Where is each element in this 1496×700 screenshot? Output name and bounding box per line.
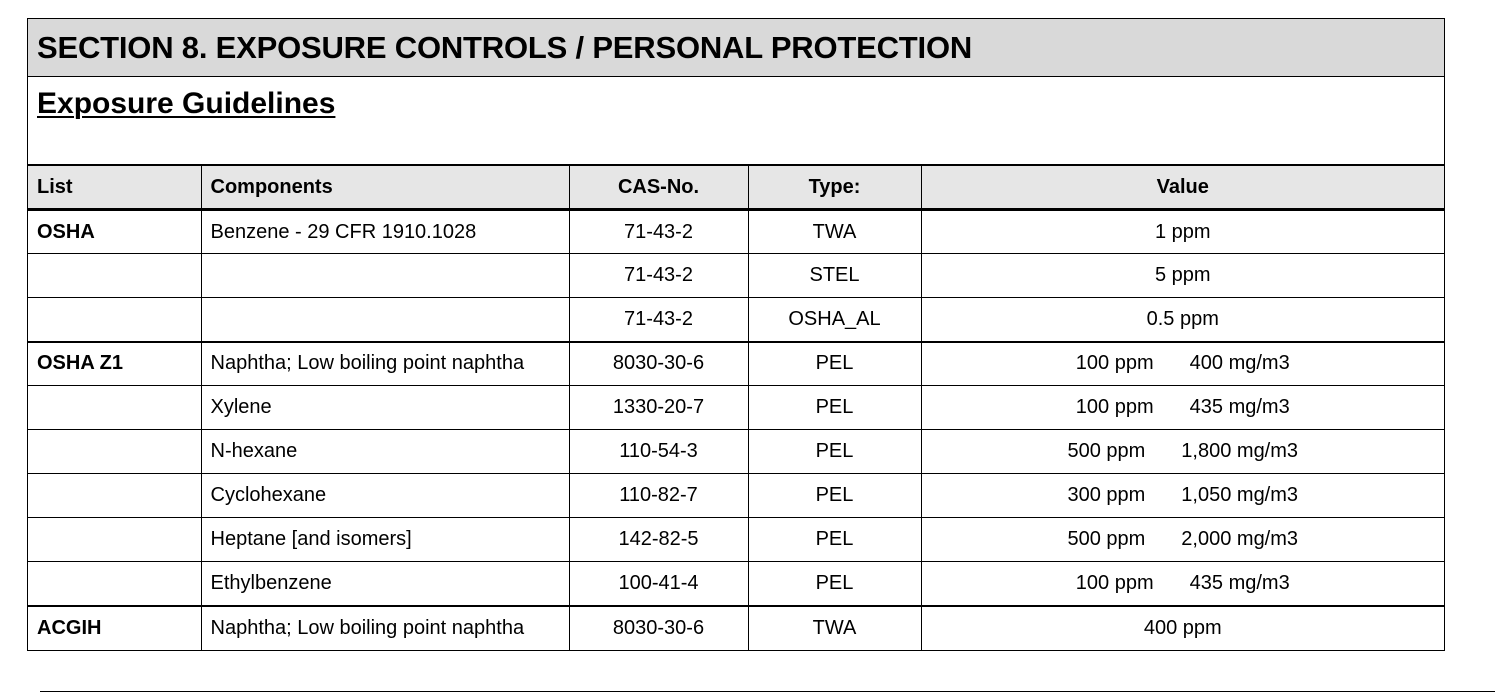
- cell-component: Naphtha; Low boiling point naphtha: [201, 606, 569, 650]
- cell-type: PEL: [748, 342, 921, 386]
- cell-cas: 8030-30-6: [569, 342, 748, 386]
- header-cas: CAS-No.: [569, 166, 748, 210]
- value-primary: 300 ppm: [1067, 484, 1146, 506]
- table-row: [28, 606, 1444, 650]
- cell-list: [28, 386, 201, 430]
- cell-list: [28, 254, 201, 298]
- table-row: [28, 562, 1444, 606]
- cell-type: PEL: [748, 430, 921, 474]
- table-row: [28, 518, 1444, 562]
- table-header-row: [28, 166, 1444, 210]
- cell-value: [921, 210, 1444, 254]
- subheading: Exposure Guidelines: [37, 87, 336, 120]
- table-body: [28, 210, 1444, 650]
- cell-component: Cyclohexane: [201, 474, 569, 518]
- cell-value: [921, 518, 1444, 562]
- table-row: [28, 342, 1444, 386]
- cell-value: [921, 386, 1444, 430]
- value-primary: 500 ppm: [1067, 440, 1146, 462]
- cell-value: [921, 342, 1444, 386]
- cell-component: Heptane [and isomers]: [201, 518, 569, 562]
- table-row: [28, 474, 1444, 518]
- header-list: List: [28, 166, 201, 210]
- cell-value: [921, 254, 1444, 298]
- cell-list: [28, 562, 201, 606]
- cell-component: [201, 298, 569, 342]
- value-pair: [1067, 440, 1298, 463]
- exposure-guidelines-table: [28, 165, 1444, 650]
- value-pair: [1067, 484, 1298, 507]
- cell-list: [28, 298, 201, 342]
- value-pair: [1067, 528, 1298, 551]
- cell-value: [921, 430, 1444, 474]
- table-row: [28, 298, 1444, 342]
- cell-type: TWA: [748, 210, 921, 254]
- cell-type: STEL: [748, 254, 921, 298]
- cell-value: [921, 562, 1444, 606]
- table-row: [28, 430, 1444, 474]
- cell-component: Naphtha; Low boiling point naphtha: [201, 342, 569, 386]
- cell-list: ACGIH: [28, 606, 201, 650]
- value-primary: 500 ppm: [1067, 528, 1146, 550]
- value-pair: [1076, 572, 1290, 595]
- cell-component: Xylene: [201, 386, 569, 430]
- cell-component: [201, 254, 569, 298]
- cell-type: PEL: [748, 518, 921, 562]
- cell-cas: 71-43-2: [569, 254, 748, 298]
- value-pair: [1076, 352, 1290, 375]
- value-secondary: 2,000 mg/m3: [1181, 528, 1299, 550]
- cell-list: [28, 474, 201, 518]
- header-type: Type:: [748, 166, 921, 210]
- value-secondary: 1,050 mg/m3: [1181, 484, 1299, 506]
- cell-type: OSHA_AL: [748, 298, 921, 342]
- value-pair: [1144, 617, 1222, 640]
- value-primary: 100 ppm: [1075, 396, 1154, 418]
- value-pair: [1147, 308, 1219, 331]
- value-secondary: 400 mg/m3: [1189, 352, 1290, 375]
- cell-cas: 1330-20-7: [569, 386, 748, 430]
- cell-cas: 71-43-2: [569, 298, 748, 342]
- value-pair: [1076, 396, 1290, 419]
- value-primary: 400 ppm: [1143, 616, 1222, 639]
- cell-value: [921, 298, 1444, 342]
- cell-cas: 100-41-4: [569, 562, 748, 606]
- header-components: Components: [201, 166, 569, 210]
- cell-component: Ethylbenzene: [201, 562, 569, 606]
- value-secondary: 1,800 mg/m3: [1181, 440, 1299, 462]
- cell-cas: 110-54-3: [569, 430, 748, 474]
- subheading-row: [28, 77, 1444, 165]
- cell-value: [921, 474, 1444, 518]
- value-primary: 0.5 ppm: [1146, 307, 1219, 330]
- section-title: SECTION 8. EXPOSURE CONTROLS / PERSONAL PROTECTION: [28, 19, 1444, 77]
- cell-value: [921, 606, 1444, 650]
- value-secondary: 435 mg/m3: [1189, 571, 1290, 594]
- cell-list: OSHA Z1: [28, 342, 201, 386]
- cell-component: Benzene - 29 CFR 1910.1028: [201, 210, 569, 254]
- cell-type: PEL: [748, 474, 921, 518]
- cell-component: N-hexane: [201, 430, 569, 474]
- value-primary: 100 ppm: [1075, 571, 1154, 594]
- table-row: [28, 254, 1444, 298]
- value-pair: [1155, 221, 1211, 244]
- exposure-section: [27, 18, 1445, 651]
- header-value: Value: [921, 166, 1444, 210]
- footer-rule: [40, 691, 1495, 692]
- value-secondary: 435 mg/m3: [1189, 396, 1290, 418]
- value-primary: 5 ppm: [1154, 264, 1211, 286]
- cell-cas: 110-82-7: [569, 474, 748, 518]
- cell-cas: 142-82-5: [569, 518, 748, 562]
- cell-type: PEL: [748, 562, 921, 606]
- value-pair: [1155, 264, 1211, 287]
- table-row: [28, 210, 1444, 254]
- cell-cas: 8030-30-6: [569, 606, 748, 650]
- cell-list: OSHA: [28, 210, 201, 254]
- value-primary: 100 ppm: [1075, 352, 1154, 375]
- value-primary: 1 ppm: [1154, 220, 1211, 243]
- cell-list: [28, 430, 201, 474]
- cell-type: TWA: [748, 606, 921, 650]
- cell-list: [28, 518, 201, 562]
- table-row: [28, 386, 1444, 430]
- cell-type: PEL: [748, 386, 921, 430]
- cell-cas: 71-43-2: [569, 210, 748, 254]
